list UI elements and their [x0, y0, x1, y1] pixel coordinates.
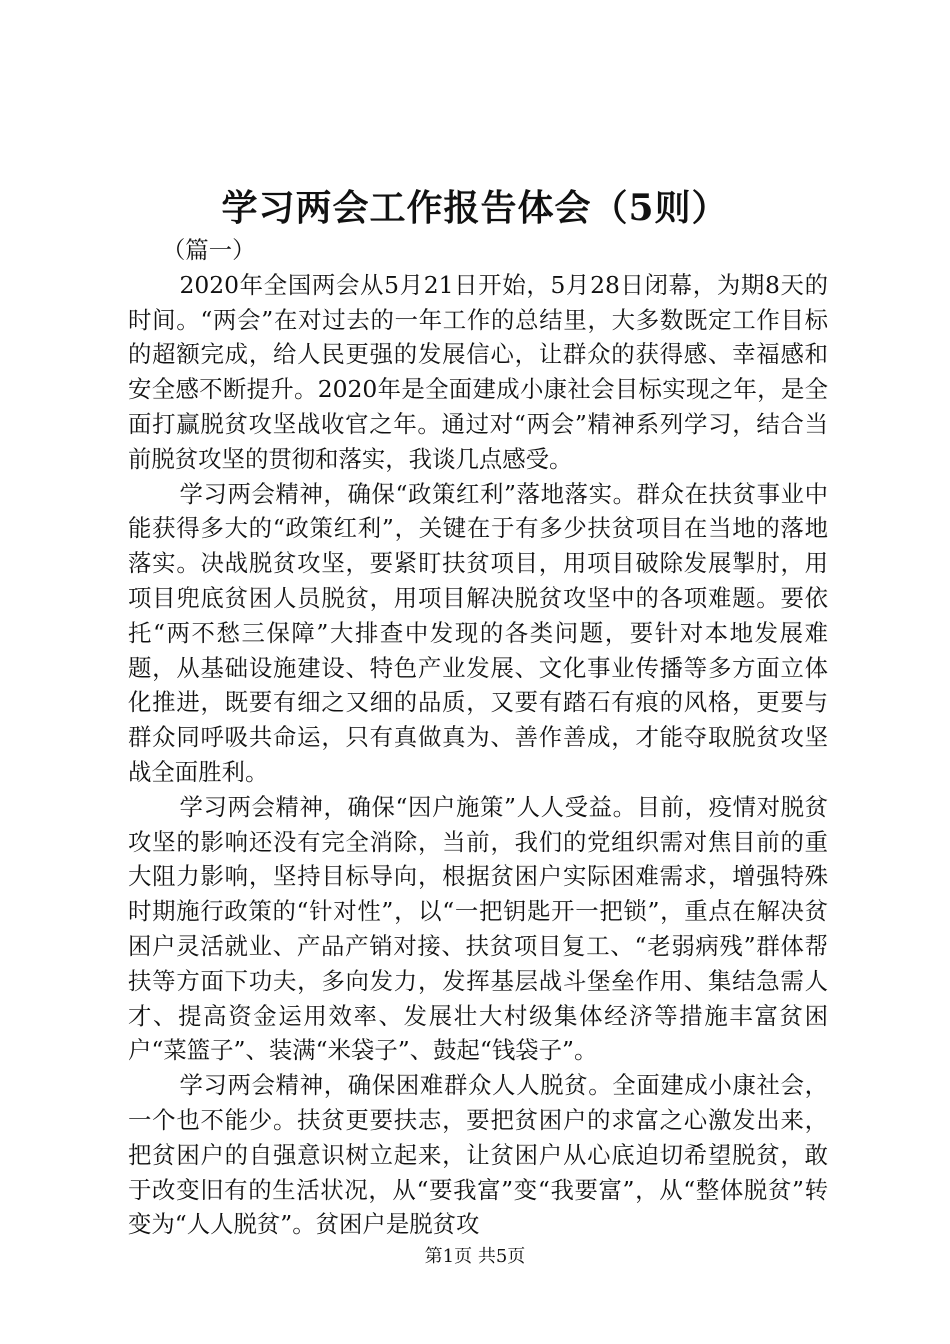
page-footer: 第1页 共5页 [424, 1246, 526, 1267]
section-label: （篇一） [161, 236, 256, 264]
document-title: 学习两会工作报告体会（5则） [221, 187, 729, 229]
paragraph-1: 2020年全国两会从5月21日开始，5月28日闭幕，为期8天的时间。“两会”在对过去的一年工作的总结里，大多数既定工作目标的超额完成，给人民更强的发展信心，让群众的获得感、幸福感和安全感不断提升。2020年是全面建成小康社会目标实现之年，是全面打赢脱贫攻坚战收官之年。通过对“两会”精神系列学习，结合当前脱贫攻坚的贯彻和落实，我谈几点感受。 [128, 270, 828, 473]
paragraph-3: 学习两会精神，确保“因户施策”人人受益。目前，疫情对脱贫攻坚的影响还没有完全消除，当前，我们的党组织需对焦目前的重大阻力影响，坚持目标导向，根据贫困户实际困难需求，增强特殊时期施行政策的“针对性”，以“一把钥匙开一把锁”，重点在解决贫困户灵活就业、产品产销对接、扶贫项目复工、“老弱病残”群体帮扶等方面下功夫，多向发力，发挥基层战斗堡垒作用、集结急需人才、提高资金运用效率、发展壮大村级集体经济等措施丰富贫困户“菜篮子”、装满“米袋子”、鼓起“钱袋子”。 [128, 792, 828, 1065]
paragraph-2: 学习两会精神，确保“政策红利”落地落实。群众在扶贫事业中能获得多大的“政策红利”，关键在于有多少扶贫项目在当地的落地落实。决战脱贫攻坚，要紧盯扶贫项目，用项目破除发展掣肘，用项目兜底贫困人员脱贫，用项目解决脱贫攻坚中的各项难题。要依托“两不愁三保障”大排查中发现的各类问题，要针对本地发展难题，从基础设施建设、特色产业发展、文化事业传播等多方面立体化推进，既要有细之又细的品质，又要有踏石有痕的风格，更要与群众同呼吸共命运，只有真做真为、善作善成，才能夺取脱贫攻坚战全面胜利。 [128, 479, 828, 786]
paragraph-4: 学习两会精神，确保困难群众人人脱贫。全面建成小康社会，一个也不能少。扶贫更要扶志，要把贫困户的求富之心激发出来，把贫困户的自强意识树立起来，让贫困户从心底迫切希望脱贫，敢于改变旧有的生活状况，从“要我富”变“我要富”，从“整体脱贫”转变为“人人脱贫”。贫困户是脱贫攻 [128, 1071, 828, 1239]
document-body [128, 233, 828, 1242]
